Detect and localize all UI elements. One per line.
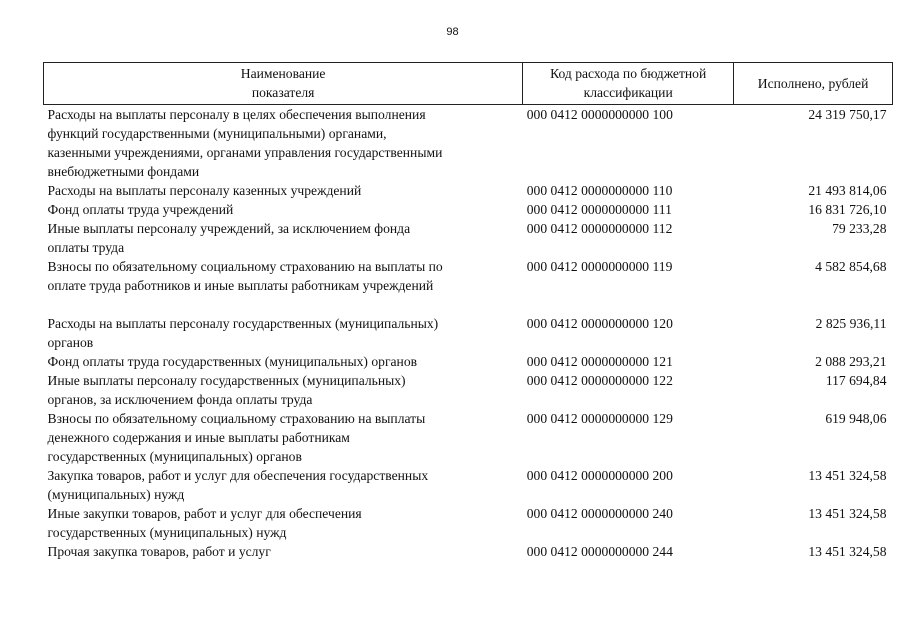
column-header-name-line2: показателя <box>251 85 315 100</box>
row-name-line: государственных (муниципальных) органов <box>47 449 302 464</box>
table-row <box>44 314 893 352</box>
column-header-name-line1: Наименование <box>240 66 326 81</box>
row-amount-cell: 619 948,06 <box>825 411 887 426</box>
row-amount-cell: 13 451 324,58 <box>808 506 887 521</box>
page-number: 98 <box>446 26 459 38</box>
table-row <box>44 466 893 504</box>
row-name-cell <box>44 504 523 542</box>
row-amount-cell: 79 233,28 <box>832 221 887 236</box>
row-code-cell: 000 0412 0000000000 112 <box>526 221 673 236</box>
table-body <box>44 105 893 562</box>
row-name-cell <box>44 105 523 182</box>
row-name-cell <box>44 352 523 371</box>
row-amount-cell: 4 582 854,68 <box>815 259 887 274</box>
table-row <box>44 371 893 409</box>
row-name-line: Иные выплаты персоналу учреждений, за исключением фонда <box>47 221 411 236</box>
table-row <box>44 257 893 295</box>
row-code-cell: 000 0412 0000000000 110 <box>526 183 673 198</box>
table-row <box>44 219 893 257</box>
expenditure-table <box>43 62 893 561</box>
row-name-line: Расходы на выплаты персоналу казенных учреждений <box>47 183 362 198</box>
row-code-cell: 000 0412 0000000000 122 <box>526 373 673 388</box>
row-spacer-cell <box>44 295 893 314</box>
column-header-code-line1: Код расхода по бюджетной <box>550 66 707 81</box>
table-row <box>44 200 893 219</box>
table-row <box>44 409 893 466</box>
row-name-line: внебюджетными фондами <box>47 164 200 179</box>
row-amount-cell: 13 451 324,58 <box>808 468 887 483</box>
row-name-line: казенными учреждениями, органами управления государственными <box>47 145 443 160</box>
row-name-line: Иные закупки товаров, работ и услуг для обеспечения <box>47 506 362 521</box>
row-name-line: Иные выплаты персоналу государственных (муниципальных) <box>47 373 406 388</box>
table-row <box>44 504 893 542</box>
row-name-cell <box>44 466 523 504</box>
table-row <box>44 105 893 182</box>
row-amount-cell: 16 831 726,10 <box>808 202 887 217</box>
column-header-amount-label: Исполнено, рублей <box>757 75 869 91</box>
row-spacer <box>44 295 893 314</box>
row-code-cell: 000 0412 0000000000 100 <box>526 107 673 122</box>
column-header-amount <box>734 63 893 105</box>
row-name-cell <box>44 314 523 352</box>
column-header-code <box>523 63 734 105</box>
row-name-line: органов, за исключением фонда оплаты труда <box>47 392 313 407</box>
row-name-line: Взносы по обязательному социальному страхованию на выплаты по <box>47 259 443 274</box>
row-code-cell: 000 0412 0000000000 121 <box>526 354 673 369</box>
row-amount-cell: 2 088 293,21 <box>815 354 887 369</box>
row-name-cell <box>44 257 523 295</box>
row-name-cell <box>44 371 523 409</box>
table-row <box>44 181 893 200</box>
row-name-line: органов <box>47 335 94 350</box>
row-amount-cell: 117 694,84 <box>825 373 887 388</box>
table-row <box>44 542 893 561</box>
row-name-line: Расходы на выплаты персоналу в целях обеспечения выполнения <box>47 107 426 122</box>
row-amount-cell: 2 825 936,11 <box>815 316 887 331</box>
row-name-cell <box>44 200 523 219</box>
row-name-line: оплаты труда <box>47 240 125 255</box>
row-name-line: функций государственными (муниципальными) органами, <box>47 126 387 141</box>
row-amount-cell: 24 319 750,17 <box>808 107 887 122</box>
row-name-line: Взносы по обязательному социальному страхованию на выплаты <box>47 411 426 426</box>
row-code-cell: 000 0412 0000000000 244 <box>526 544 673 559</box>
row-name-line: Фонд оплаты труда государственных (муниципальных) органов <box>47 354 418 369</box>
row-name-line: Прочая закупка товаров, работ и услуг <box>47 544 271 559</box>
row-code-cell: 000 0412 0000000000 120 <box>526 316 673 331</box>
column-header-name <box>44 63 523 105</box>
table-row <box>44 352 893 371</box>
row-name-cell <box>44 181 523 200</box>
row-code-cell: 000 0412 0000000000 119 <box>526 259 673 274</box>
row-name-line: денежного содержания и иные выплаты работникам <box>47 430 350 445</box>
row-name-cell <box>44 542 523 561</box>
row-code-cell: 000 0412 0000000000 111 <box>526 202 672 217</box>
row-code-cell: 000 0412 0000000000 129 <box>526 411 673 426</box>
table-header-row <box>44 63 893 105</box>
row-amount-cell: 21 493 814,06 <box>808 183 887 198</box>
row-name-line: Закупка товаров, работ и услуг для обеспечения государственных <box>47 468 429 483</box>
row-name-cell <box>44 409 523 466</box>
row-name-cell <box>44 219 523 257</box>
row-name-line: оплате труда работников и иные выплаты работникам учреждений <box>47 278 434 293</box>
row-name-line: государственных (муниципальных) нужд <box>47 525 287 540</box>
row-amount-cell: 13 451 324,58 <box>808 544 887 559</box>
row-name-line: Фонд оплаты труда учреждений <box>47 202 234 217</box>
row-name-line: (муниципальных) нужд <box>47 487 185 502</box>
row-code-cell: 000 0412 0000000000 240 <box>526 506 673 521</box>
row-code-cell: 000 0412 0000000000 200 <box>526 468 673 483</box>
row-name-line: Расходы на выплаты персоналу государственных (муниципальных) <box>47 316 439 331</box>
column-header-code-line2: классификации <box>583 85 673 100</box>
